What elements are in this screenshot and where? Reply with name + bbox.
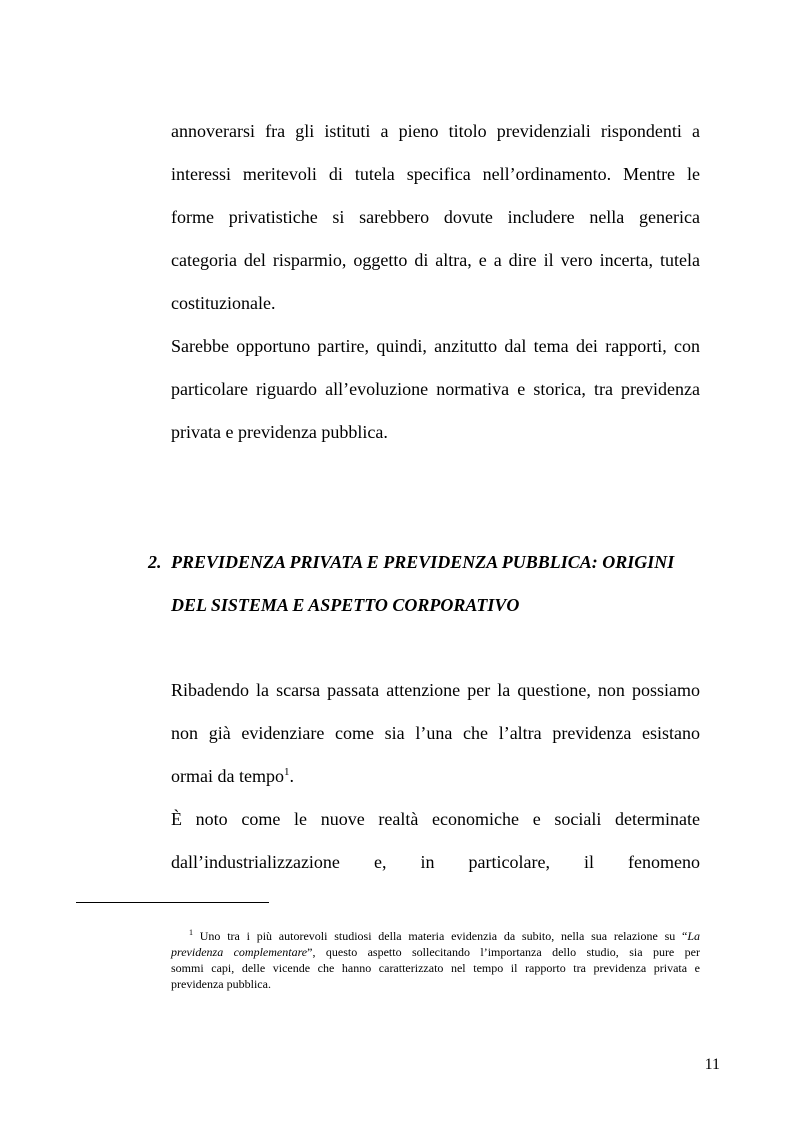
footnote-line: sommi capi, delle vicende che hanno caratterizzato nel tempo il rapporto tra previdenza privata e [171,961,700,975]
body-text-line: non già evidenziare come sia l’una che l’altra previdenza esistano [171,723,700,743]
footnote-text: Uno tra i più autorevoli studiosi della materia evidenzia da subito, nella sua relazione su “ [199,929,688,943]
body-text: ormai da tempo [171,766,284,786]
footnote-line [171,944,700,960]
body-text-line: interessi meritevoli di tutela specifica nell’ordinamento. Mentre le [171,164,700,184]
body-text-line: categoria del risparmio, oggetto di altra, e a dire il vero incerta, tutela [171,250,700,270]
footnote-line [171,928,700,944]
footnote-italic-text: previdenza complementare [171,945,308,959]
body-text-line: Sarebbe opportuno partire, quindi, anzitutto dal tema dei rapporti, con [171,336,700,356]
body-text-line: dall’industrializzazione e, in particolare, il fenomeno [171,852,700,872]
body-text-line: forme privatistiche si sarebbero dovute includere nella generica [171,207,700,227]
footnote-number: 1 [189,928,193,937]
section-title-line2: DEL SISTEMA E ASPETTO CORPORATIVO [171,595,520,615]
body-text-line: Ribadendo la scarsa passata attenzione per la questione, non possiamo [171,680,700,700]
body-text-line: È noto come le nuove realtà economiche e sociali determinate [171,809,700,829]
body-text-line: privata e previdenza pubblica. [171,422,388,442]
section-number: 2. [148,552,162,572]
footnote-line: previdenza pubblica. [171,977,271,991]
footnote-text: ”, questo aspetto sollecitando l’importanza dello studio, sia pure per [307,945,700,959]
body-text-punct: . [289,766,294,786]
section-heading [148,550,700,574]
footnote-separator [76,902,269,903]
body-text-line: costituzionale. [171,293,276,313]
body-text-line: particolare riguardo all’evoluzione normativa e storica, tra previdenza [171,379,700,399]
page-number: 11 [704,1056,720,1073]
footnote-italic-text: La [687,929,701,943]
footnote-reference[interactable]: 1 [283,766,290,778]
body-text-line [171,764,700,788]
section-title-line1: PREVIDENZA PRIVATA E PREVIDENZA PUBBLICA: ORIGINI [171,552,675,572]
body-text-line: annoverarsi fra gli istituti a pieno titolo previdenziali rispondenti a [171,121,700,141]
